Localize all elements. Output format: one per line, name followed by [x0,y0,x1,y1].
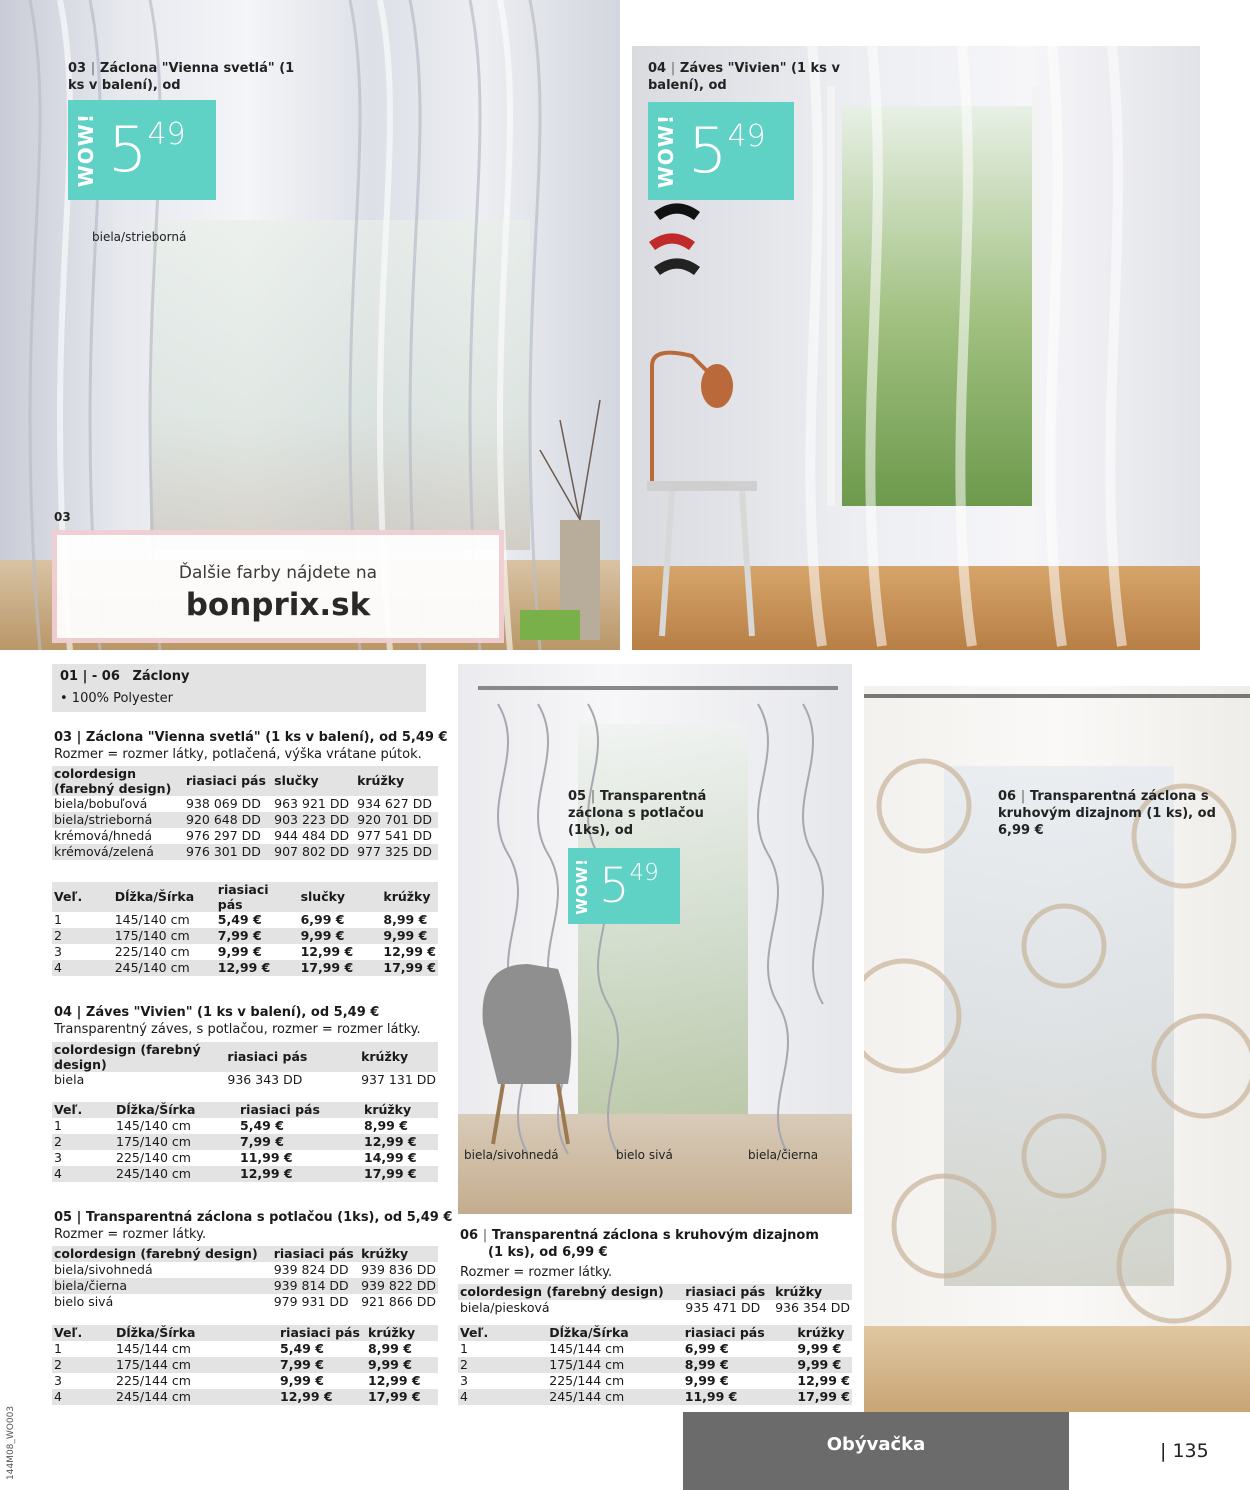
section-03-sizes-table [52,882,438,976]
photo-vivien-curtain [632,46,1200,650]
table-row: 4 245/140 cm 12,99 € 17,99 € 17,99 € [54,960,436,975]
table-row: biela 936 343 DD 937 131 DD [54,1072,436,1087]
section-03-colors-table [52,766,438,860]
table-row: biela/čierna 939 814 DD 939 822 DD [54,1278,436,1293]
section-05-sizes-table [52,1325,438,1405]
section-03-title: 03 | Záclona "Vienna svetlá" (1 ks v balení), od 5,49 € [54,730,448,745]
range-number: 01 | - 06 [60,669,120,684]
printed-sheer-caption: 05 | Transparentná záclona s potlačou (1ks), od [568,789,707,838]
table-row: 3 225/144 cm 9,99 € 12,99 € [460,1373,850,1388]
section-06-colors-table [458,1284,852,1316]
wow-price-badge: WOW! 5 49 [68,100,216,200]
color-label: biela/čierna [748,1148,819,1162]
table-row: 3 225/140 cm 11,99 € 14,99 € [54,1150,417,1165]
section-tab-label: Obývačka [826,1434,926,1455]
banner-url[interactable]: bonprix.sk [185,587,371,623]
table-row: 1 145/144 cm 5,49 € 8,99 € [54,1341,412,1356]
section-03-desc: Rozmer = rozmer látky, potlačená, výška vrátane pútok. [54,747,422,762]
table-row: 2 175/140 cm 7,99 € 9,99 € 9,99 € [52,928,438,944]
photo-circle-sheer [864,686,1250,1412]
table-header: Veľ. Dĺžka/Šírka riasiaci pás krúžky [458,1325,852,1341]
color-label: biela/sivohnedá [464,1148,559,1162]
table-row: 4 245/140 cm 12,99 € 17,99 € [52,1166,438,1182]
table-header: Veľ. Dĺžka/Šírka riasiaci pás krúžky [52,1325,438,1341]
table-row: 1 145/140 cm 5,49 € 6,99 € 8,99 € [54,912,428,927]
table-row: biela/bobuľová 938 069 DD 963 921 DD 934 627 DD [54,796,432,811]
table-row: krémová/hnedá 976 297 DD 944 484 DD 977 541 DD [54,828,432,843]
table-row: 2 175/144 cm 7,99 € 9,99 € [52,1357,438,1373]
section-04-title: 04 | Záves "Vivien" (1 ks v balení), od 5,49 € [54,1005,380,1020]
section-04-sizes-table [52,1102,438,1182]
wow-price-badge: WOW! 5 49 [648,102,794,200]
table-row: krémová/zelená 976 301 DD 907 802 DD 977 325 DD [52,844,438,860]
section-05-desc: Rozmer = rozmer látky. [54,1227,207,1242]
table-row: 3 225/140 cm 9,99 € 12,99 € 12,99 € [54,944,436,959]
table-row: biela/strieborná 920 648 DD 903 223 DD 920 701 DD [52,812,438,828]
table-row: 4 245/144 cm 11,99 € 17,99 € [460,1389,850,1404]
photo-printed-sheer [458,664,852,1214]
more-colors-banner [52,530,504,643]
table-row: 1 145/144 cm 6,99 € 9,99 € [460,1341,842,1356]
catalog-code: 144M08_WO003 [6,1405,16,1480]
section-04-desc: Transparentný záves, s potlačou, rozmer = rozmer látky. [54,1022,421,1037]
table-header: colordesign (farebný design) riasiaci pás krúžky [52,1042,438,1072]
section-06-sizes-table [458,1325,852,1405]
table-header: Veľ. Dĺžka/Šírka riasiaci pás krúžky [52,1102,438,1118]
section-06-desc: Rozmer = rozmer látky. [460,1265,613,1280]
table-row: 1 145/140 cm 5,49 € 8,99 € [54,1118,408,1133]
table-header: Veľ. Dĺžka/Šírka riasiaci pás slučky krúžky [52,882,438,912]
banner-text: Ďalšie farby nájdete na [178,563,378,583]
table-row: 4 245/144 cm 12,99 € 17,99 € [52,1389,438,1405]
table-row: biela/piesková 935 471 DD 936 354 DD [460,1300,850,1315]
table-row: 3 225/144 cm 9,99 € 12,99 € [54,1373,421,1388]
color-label: biela/strieborná [92,230,187,244]
section-tab[interactable] [683,1412,1069,1490]
table-row: biela/sivohnedá 939 824 DD 939 836 DD [54,1262,436,1277]
table-row: bielo sivá 979 931 DD 921 866 DD [54,1294,436,1309]
general-info-box [52,664,426,712]
photo-vienna-curtain [0,0,620,650]
general-title: Záclony [132,669,190,684]
item-number: 03 [54,510,71,524]
vivien-caption: 04 | Záves "Vivien" (1 ks v balení), od [648,61,840,93]
table-row: 2 175/140 cm 7,99 € 12,99 € [52,1134,438,1150]
table-header: colordesign (farebný design) riasiaci pás krúžky [458,1284,852,1300]
vienna-caption: 03 | Záclona "Vienna svetlá" (1 ks v balení), od [68,61,295,93]
wow-price-badge: WOW! 5 49 [568,848,680,924]
section-06-title: 06 | Transparentná záclona s kruhovým dizajnom (1 ks), od 6,99 € [460,1228,819,1260]
table-header: colordesign (farebný design) riasiaci pás krúžky [52,1246,438,1262]
section-04-colors-table [52,1042,438,1088]
table-header: colordesign (farebný design) riasiaci pás slučky krúžky [52,766,438,796]
circle-sheer-caption: 06 | Transparentná záclona s kruhovým dizajnom (1 ks), od 6,99 € [998,789,1216,838]
page-number: | 135 [1160,1440,1209,1462]
color-label: bielo sivá [616,1148,673,1162]
section-05-colors-table [52,1246,438,1310]
section-05-title: 05 | Transparentná záclona s potlačou (1ks), od 5,49 € [54,1210,453,1225]
wave-print-graphic [458,664,852,1214]
material-bullet: • 100% Polyester [60,691,173,706]
table-row: 2 175/144 cm 8,99 € 9,99 € [458,1357,852,1373]
